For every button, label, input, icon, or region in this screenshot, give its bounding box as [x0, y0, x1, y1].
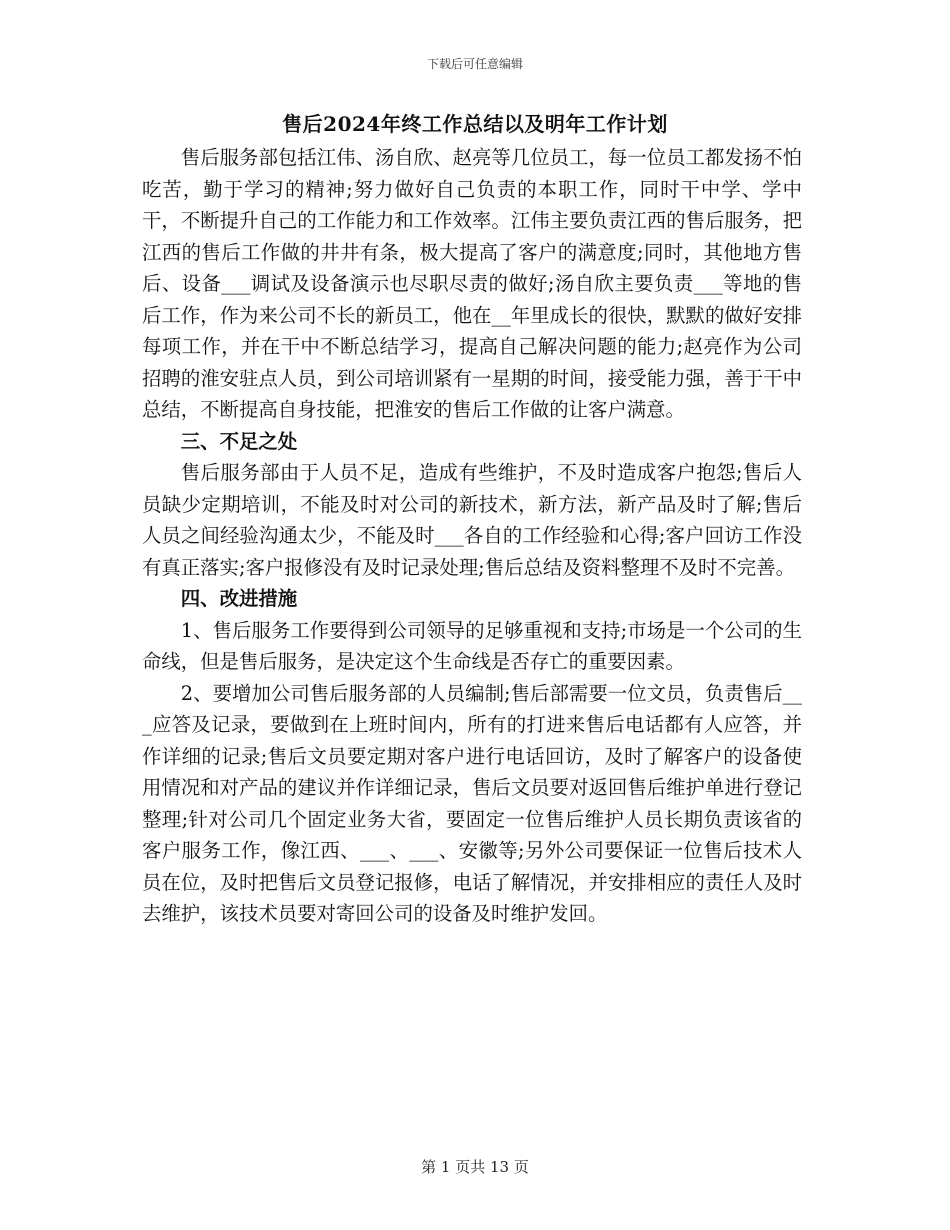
section-heading-shortcomings: 三、不足之处	[180, 429, 298, 453]
document-body	[142, 142, 802, 930]
paragraph-improvement-2: 2、要增加公司售后服务部的人员编制;售后部需要一位文员，负责售后___应答及记录，要做到在上班时间内，所有的打进来售后电话都有人应答，并作详细的记录;售后文员要定期对客户进行电话回访，及时了解客户的设备使用情况和对产品的建议并作详细记录，售后文员要对返回售后维护单进行登记整理;针对公司几个固定业务大省，要固定一位售后维护人员长期负责该省的客户服务工作，像江西、___、___、安徽等;另外公司要保证一位售后技术人员在位，及时把售后文员登记报修，电话了解情况，并安排相应的责任人及时去维护，该技术员要对寄回公司的设备及时维护发回。	[142, 681, 802, 925]
header-note: 下载后可任意编辑	[426, 57, 523, 71]
section-heading-improvements: 四、改进措施	[180, 587, 298, 610]
paragraph-improvement-1: 1、售后服务工作要得到公司领导的足够重视和支持;市场是一个公司的生命线，但是售后服务，是决定这个生命线是否存亡的重要因素。	[142, 618, 802, 673]
paragraph-staff-summary: 售后服务部包括江伟、汤自欣、赵亮等几位员工，每一位员工都发扬不怕吃苦，勤于学习的精神;努力做好自己负责的本职工作，同时干中学、学中干，不断提升自己的工作能力和工作效率。江伟主要负责江西的售后服务，把江西的售后工作做的井井有条，极大提高了客户的满意度;同时，其他地方售后、设备___调试及设备演示也尽职尽责的做好;汤自欣主要负责___等地的售后工作，作为来公司不长的新员工，他在__年里成长的很快，默默的做好安排每项工作，并在干中不断总结学习，提高自己解决问题的能力;赵亮作为公司招聘的淮安驻点人员，到公司培训紧有一星期的时间，接受能力强，善于干中总结，不断提高自身技能，把淮安的售后工作做的让客户满意。	[142, 146, 802, 421]
paragraph-shortcomings: 售后服务部由于人员不足，造成有些维护，不及时造成客户抱怨;售后人员缺少定期培训，不能及时对公司的新技术，新方法，新产品及时了解;售后人员之间经验沟通太少，不能及时___各自的工作经验和心得;客户回访工作没有真正落实;客户报修没有及时记录处理;售后总结及资料整理不及时不完善。	[142, 461, 802, 579]
page-number-footer: 第 1 页共 13 页	[421, 1158, 529, 1176]
document-title: 售后2024年终工作总结以及明年工作计划	[282, 112, 668, 136]
